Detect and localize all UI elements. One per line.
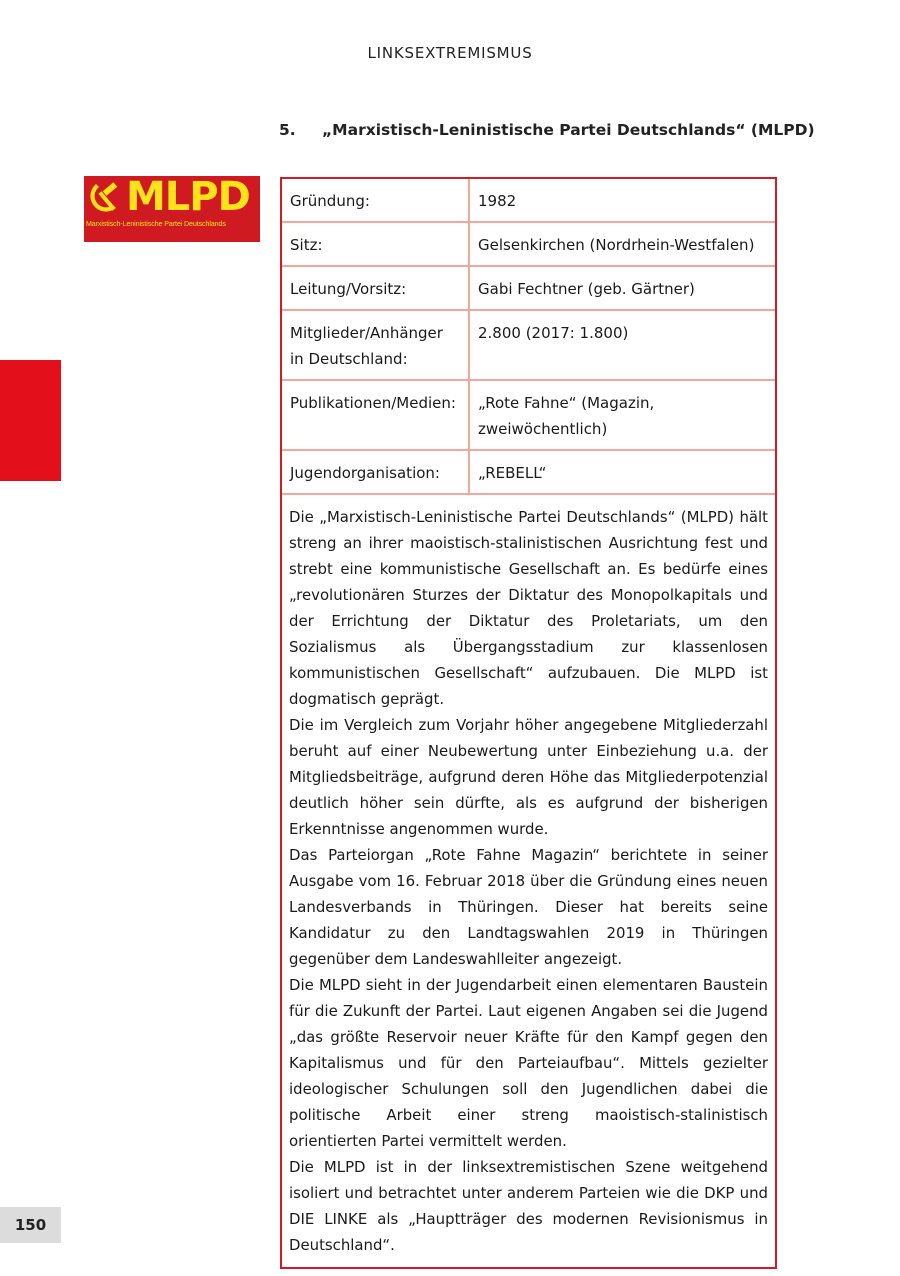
- running-header: LINKSEXTREMISMUS: [367, 44, 533, 62]
- description-paragraph: Die MLPD ist in der linksextremistischen Szene weitgehend isoliert und betrachtet unter anderem Parteien wie die DKP und DIE LINKE als „Hauptträger des modernen Revisionismus in Deutschland“.: [289, 1158, 768, 1254]
- mlpd-logo: [84, 176, 260, 242]
- profile-label: Gründung:: [282, 179, 470, 221]
- description-paragraph: Die MLPD sieht in der Jugendarbeit einen elementaren Baustein für die Zukunft der Partei. Laut eigenen Angaben sei die Jugend „das größte Reservoir neuer Kräfte für den Kampf gegen den Kapitalismus und für den Parteiaufbau“. Mittels gezielter ideologischer Schulungen soll den Jugendlichen dabei die politische Arbeit einer streng maoistisch-stalinistisch orientierten Partei vermittelt werden.: [289, 976, 768, 1150]
- profile-label: Sitz:: [282, 223, 470, 265]
- section-number: 5.: [279, 121, 296, 139]
- section-heading: [279, 121, 815, 139]
- profile-value: Gelsenkirchen (Nordrhein-Westfalen): [478, 236, 755, 254]
- hammer-sickle-icon: [86, 178, 128, 216]
- profile-value: 2.800 (2017: 1.800): [478, 324, 629, 342]
- profile-value: Gabi Fechtner (geb. Gärtner): [478, 280, 695, 298]
- profile-label: Leitung/Vorsitz:: [282, 267, 470, 309]
- profile-value: 1982: [478, 192, 517, 210]
- page-number: 150: [0, 1207, 61, 1243]
- profile-row-leadership: [282, 267, 775, 311]
- logo-subtitle: Marxistisch-Leninistische Partei Deutschlands: [86, 220, 226, 228]
- party-profile-table: [280, 177, 777, 1269]
- profile-value: „Rote Fahne“ (Magazin, zweiwöchentlich): [478, 394, 655, 438]
- profile-row-members: [282, 311, 775, 381]
- profile-value: „REBELL“: [478, 464, 547, 482]
- section-title: „Marxistisch-Leninistische Partei Deutschlands“ (MLPD): [322, 121, 815, 139]
- profile-label: Publikationen/Medien:: [282, 381, 470, 449]
- chapter-side-tab: [0, 360, 61, 481]
- profile-row-youth: [282, 451, 775, 493]
- profile-row-founding: [282, 179, 775, 223]
- profile-row-seat: [282, 223, 775, 267]
- description-paragraph: Die im Vergleich zum Vorjahr höher angegebene Mitgliederzahl beruht auf einer Neubewertung unter Einbeziehung u.a. der Mitgliedsbeiträge, aufgrund deren Höhe das Mitgliederpotenzial deutlich höher sein dürfte, als es aufgrund der bisherigen Erkenntnisse angenommen wurde.: [289, 716, 768, 838]
- profile-description: [282, 493, 775, 1267]
- description-paragraph: Die „Marxistisch-Leninistische Partei Deutschlands“ (MLPD) hält streng an ihrer maoistisch-stalinistischen Ausrichtung fest und strebt eine kommunistische Gesellschaft an. Es bedürfe eines „revolutionären Sturzes der Diktatur des Monopolkapitals und der Errichtung der Diktatur des Proletariats, um den Sozialismus als Übergangsstadium zur klassenlosen kommunistischen Gesellschaft“ aufzubauen. Die MLPD ist dogmatisch geprägt.: [289, 508, 768, 708]
- profile-label: Jugendorganisation:: [282, 451, 470, 493]
- profile-label: Mitglieder/Anhänger in Deutschland:: [282, 311, 470, 379]
- description-paragraph: Das Parteiorgan „Rote Fahne Magazin“ berichtete in seiner Ausgabe vom 16. Februar 2018 über die Gründung eines neuen Landesverbands in Thüringen. Dieser hat bereits seine Kandidatur zu den Landtagswahlen 2019 in Thüringen gegenüber dem Landeswahlleiter angezeigt.: [289, 846, 768, 968]
- profile-row-publications: [282, 381, 775, 451]
- logo-wordmark: MLPD: [126, 176, 250, 220]
